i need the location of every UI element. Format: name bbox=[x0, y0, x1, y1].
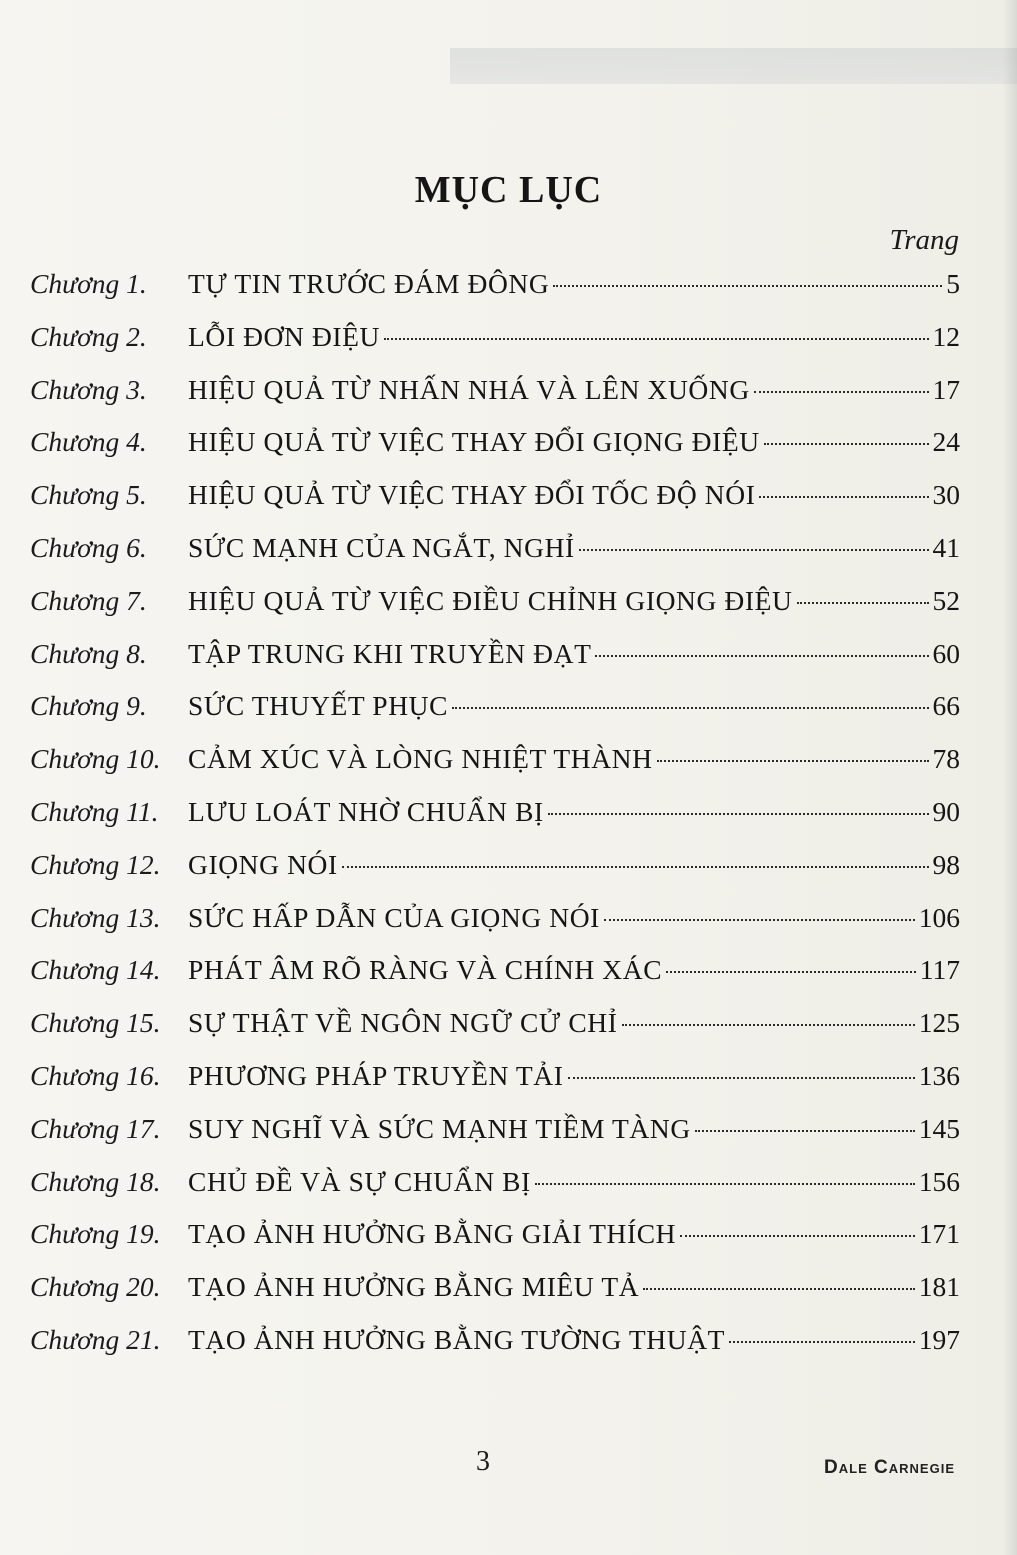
toc-chapter-label: Chương 10. bbox=[30, 743, 161, 775]
toc-entry bbox=[30, 1218, 960, 1271]
toc-page-number: 30 bbox=[932, 479, 960, 511]
bleed-through-header bbox=[450, 48, 1017, 84]
toc-chapter-label: Chương 11. bbox=[30, 795, 159, 827]
toc-page-number: 12 bbox=[932, 320, 960, 352]
toc-chapter-label: Chương 17. bbox=[30, 1112, 161, 1144]
dot-leader bbox=[604, 919, 915, 921]
toc-entry bbox=[30, 1324, 960, 1377]
toc-chapter-label: Chương 5. bbox=[30, 479, 147, 511]
toc-page-number: 156 bbox=[918, 1165, 960, 1197]
toc-entry bbox=[30, 374, 960, 427]
toc-chapter-title: SỰ THẬT VỀ NGÔN NGỮ CỬ CHỈ bbox=[188, 1007, 618, 1039]
toc-chapter-title: CẢM XÚC VÀ LÒNG NHIỆT THÀNH bbox=[188, 743, 653, 775]
toc-entry bbox=[30, 1007, 960, 1060]
toc-chapter-label: Chương 7. bbox=[30, 584, 147, 616]
toc-chapter-title: TẠO ẢNH HƯỞNG BẰNG MIÊU TẢ bbox=[188, 1271, 640, 1303]
dot-leader bbox=[680, 1235, 915, 1237]
toc-page-number: 52 bbox=[932, 584, 960, 616]
toc-entry bbox=[30, 796, 960, 849]
toc-page-number: 78 bbox=[932, 743, 960, 775]
dot-leader bbox=[568, 1077, 915, 1079]
toc-page-number: 60 bbox=[932, 637, 960, 669]
dot-leader bbox=[579, 549, 929, 551]
toc-chapter-label: Chương 8. bbox=[30, 637, 147, 669]
dot-leader bbox=[729, 1341, 915, 1343]
toc-chapter-label: Chương 12. bbox=[30, 848, 161, 880]
toc-chapter-title: PHÁT ÂM RÕ RÀNG VÀ CHÍNH XÁC bbox=[188, 954, 663, 986]
dot-leader bbox=[595, 655, 928, 657]
toc-chapter-title: HIỆU QUẢ TỪ VIỆC ĐIỀU CHỈNH GIỌNG ĐIỆU bbox=[188, 584, 793, 616]
dot-leader bbox=[622, 1024, 915, 1026]
page-title: MỤC LỤC bbox=[414, 169, 603, 211]
toc-entry bbox=[30, 321, 960, 374]
table-of-contents bbox=[30, 268, 960, 1377]
toc-chapter-label: Chương 20. bbox=[30, 1271, 161, 1303]
toc-chapter-label: Chương 18. bbox=[30, 1165, 161, 1197]
toc-chapter-title: HIỆU QUẢ TỪ VIỆC THAY ĐỔI GIỌNG ĐIỆU bbox=[188, 426, 760, 458]
toc-chapter-label: Chương 2. bbox=[30, 320, 147, 352]
toc-chapter-title: LỖI ĐƠN ĐIỆU bbox=[188, 320, 381, 352]
toc-chapter-title: TẬP TRUNG KHI TRUYỀN ĐẠT bbox=[188, 637, 592, 669]
dot-leader bbox=[666, 971, 916, 973]
toc-chapter-title: HIỆU QUẢ TỪ VIỆC THAY ĐỔI TỐC ĐỘ NÓI bbox=[188, 479, 756, 511]
toc-chapter-label: Chương 4. bbox=[30, 426, 147, 458]
toc-page-number: 24 bbox=[932, 426, 960, 458]
toc-chapter-label: Chương 15. bbox=[30, 1007, 161, 1039]
toc-entry bbox=[30, 268, 960, 321]
toc-chapter-label: Chương 21. bbox=[30, 1323, 161, 1355]
dot-leader bbox=[754, 391, 929, 393]
dot-leader bbox=[797, 602, 929, 604]
toc-page-number: 145 bbox=[918, 1112, 960, 1144]
toc-page-number: 125 bbox=[918, 1007, 960, 1039]
toc-entry bbox=[30, 743, 960, 796]
toc-chapter-label: Chương 1. bbox=[30, 268, 147, 299]
dot-leader bbox=[695, 1130, 915, 1132]
author-name: Dale Carnegie bbox=[824, 1457, 955, 1478]
toc-entry bbox=[30, 902, 960, 955]
toc-entry bbox=[30, 638, 960, 691]
toc-page-number: 41 bbox=[932, 531, 960, 563]
toc-page-number: 197 bbox=[918, 1323, 960, 1355]
toc-chapter-label: Chương 14. bbox=[30, 954, 161, 986]
toc-chapter-label: Chương 6. bbox=[30, 531, 147, 563]
toc-chapter-title: PHƯƠNG PHÁP TRUYỀN TẢI bbox=[188, 1059, 564, 1091]
toc-entry bbox=[30, 532, 960, 585]
toc-chapter-title: SỨC THUYẾT PHỤC bbox=[188, 690, 449, 722]
toc-entry bbox=[30, 1113, 960, 1166]
toc-chapter-title: TẠO ẢNH HƯỞNG BẰNG TƯỜNG THUẬT bbox=[188, 1323, 726, 1355]
dot-leader bbox=[657, 760, 929, 762]
toc-page-number: 5 bbox=[946, 268, 960, 299]
toc-entry bbox=[30, 585, 960, 638]
toc-entry bbox=[30, 849, 960, 902]
toc-page-number: 90 bbox=[932, 795, 960, 827]
toc-chapter-title: TẠO ẢNH HƯỞNG BẰNG GIẢI THÍCH bbox=[188, 1218, 677, 1250]
toc-page-number: 66 bbox=[932, 690, 960, 722]
toc-chapter-title: SỨC HẤP DẪN CỦA GIỌNG NÓI bbox=[188, 901, 600, 933]
toc-page-number: 136 bbox=[918, 1059, 960, 1091]
dot-leader bbox=[342, 866, 929, 868]
toc-chapter-title: HIỆU QUẢ TỪ NHẤN NHÁ VÀ LÊN XUỐNG bbox=[188, 373, 750, 405]
toc-chapter-title: SUY NGHĨ VÀ SỨC MẠNH TIỀM TÀNG bbox=[188, 1112, 691, 1144]
page-number: 3 bbox=[476, 1446, 490, 1477]
toc-entry bbox=[30, 426, 960, 479]
toc-entry bbox=[30, 954, 960, 1007]
toc-chapter-title: SỨC MẠNH CỦA NGẮT, NGHỈ bbox=[188, 531, 575, 563]
toc-page-number: 181 bbox=[918, 1271, 960, 1303]
toc-page-number: 117 bbox=[919, 954, 960, 986]
toc-chapter-title: CHỦ ĐỀ VÀ SỰ CHUẨN BỊ bbox=[188, 1165, 531, 1197]
toc-chapter-title: TỰ TIN TRƯỚC ĐÁM ĐÔNG bbox=[188, 268, 550, 299]
dot-leader bbox=[553, 285, 942, 287]
dot-leader bbox=[759, 496, 928, 498]
toc-entry bbox=[30, 1271, 960, 1324]
dot-leader bbox=[452, 707, 928, 709]
toc-chapter-title: GIỌNG NÓI bbox=[188, 848, 338, 880]
toc-page-number: 98 bbox=[932, 848, 960, 880]
toc-chapter-label: Chương 9. bbox=[30, 690, 147, 722]
toc-entry bbox=[30, 690, 960, 743]
toc-chapter-label: Chương 19. bbox=[30, 1218, 161, 1250]
page-column-label: Trang bbox=[889, 224, 959, 256]
toc-page-number: 17 bbox=[932, 373, 960, 405]
toc-chapter-label: Chương 16. bbox=[30, 1059, 161, 1091]
toc-entry bbox=[30, 1060, 960, 1113]
page-edge-shadow bbox=[1003, 0, 1017, 1555]
toc-page-number: 171 bbox=[918, 1218, 960, 1250]
dot-leader bbox=[535, 1183, 915, 1185]
dot-leader bbox=[384, 338, 928, 340]
toc-page-number: 106 bbox=[918, 901, 960, 933]
toc-entry bbox=[30, 1166, 960, 1219]
toc-chapter-label: Chương 13. bbox=[30, 901, 161, 933]
toc-chapter-label: Chương 3. bbox=[30, 373, 147, 405]
dot-leader bbox=[643, 1288, 915, 1290]
toc-entry bbox=[30, 479, 960, 532]
toc-chapter-title: LƯU LOÁT NHỜ CHUẨN BỊ bbox=[188, 795, 544, 827]
dot-leader bbox=[764, 443, 929, 445]
dot-leader bbox=[548, 813, 929, 815]
